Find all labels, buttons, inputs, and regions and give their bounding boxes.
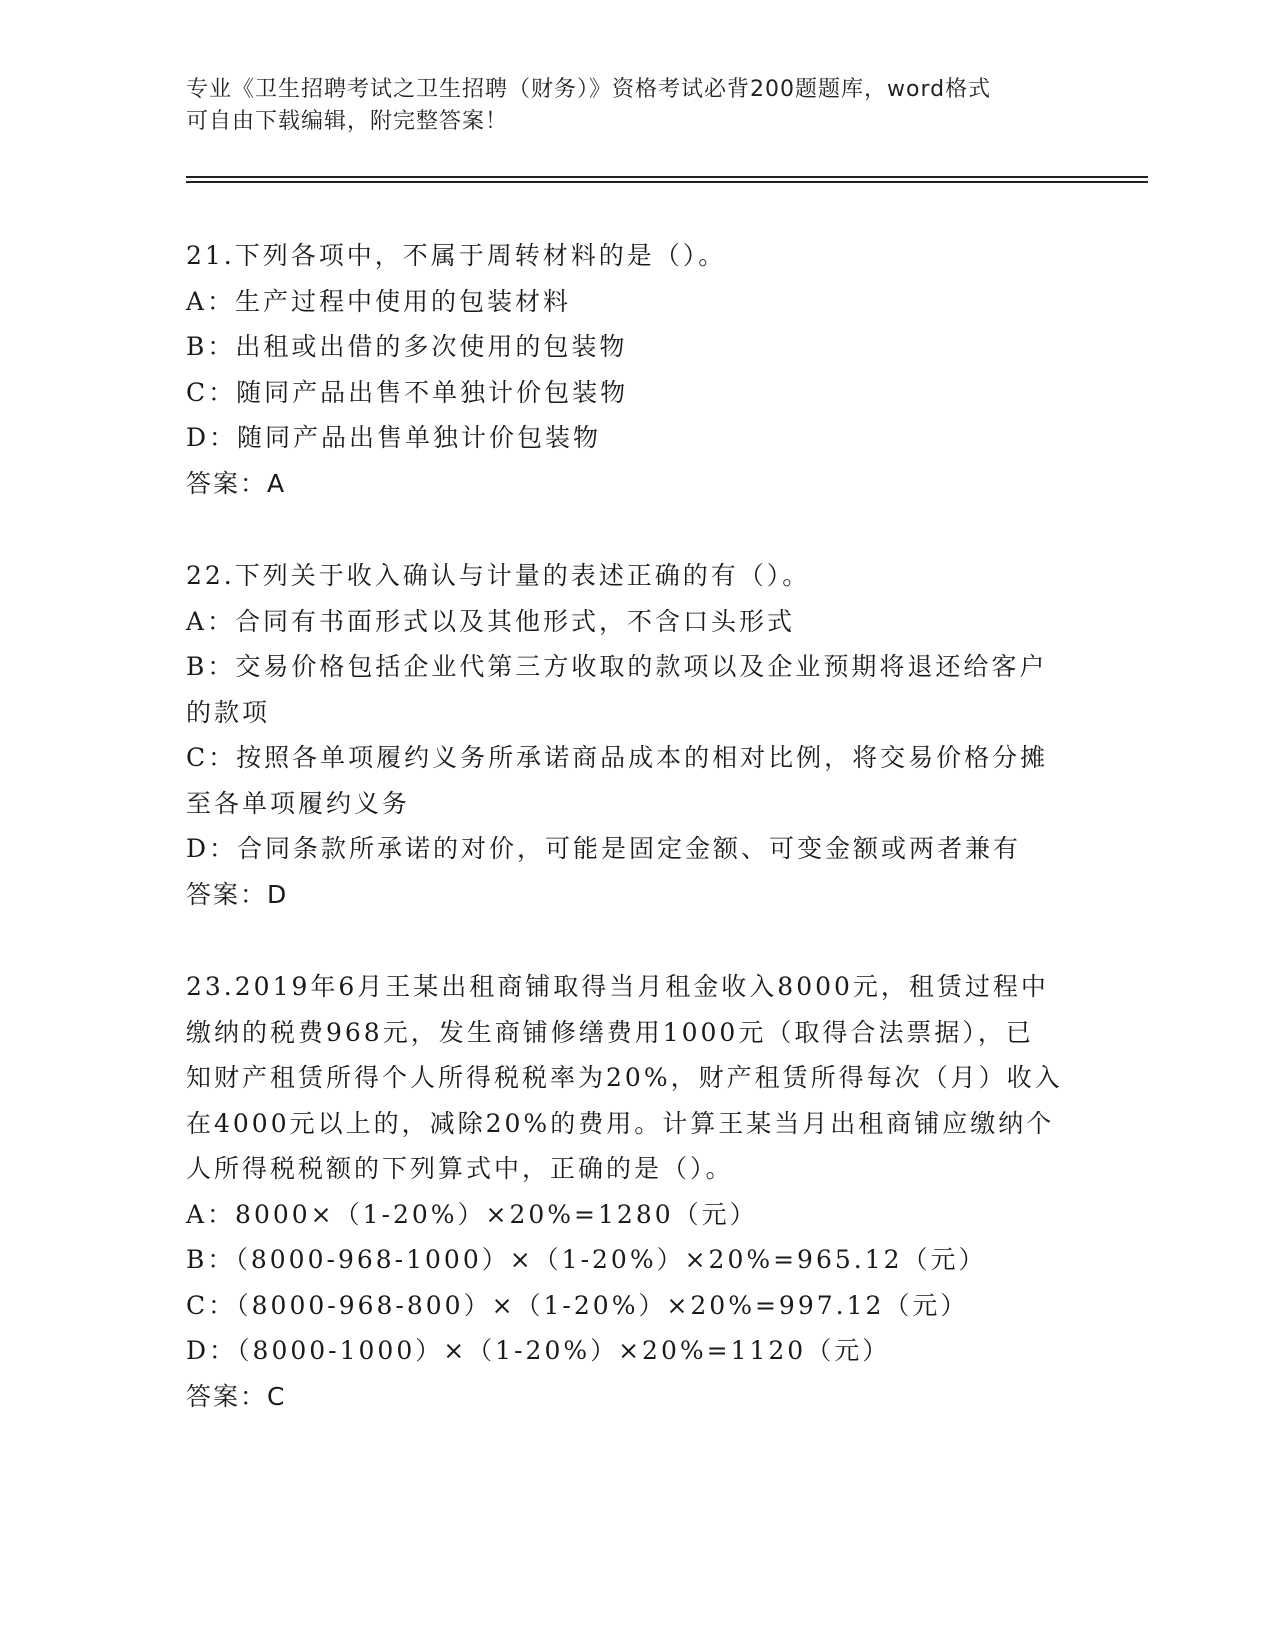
question-block bbox=[186, 233, 1086, 506]
question-stem-line: 23.2019年6月王某出租商铺取得当月租金收入8000元，租赁过程中 bbox=[186, 972, 1049, 1001]
option-line: 的款项 bbox=[186, 697, 271, 727]
option-line: A：8000×（1-20%）×20%=1280（元） bbox=[186, 1199, 758, 1229]
answer-line: 答案：A bbox=[186, 468, 287, 498]
option-line: D：随同产品出售单独计价包装物 bbox=[186, 423, 602, 452]
option-line: A：生产过程中使用的包装材料 bbox=[186, 286, 572, 316]
option-line: C：随同产品出售不单独计价包装物 bbox=[186, 377, 629, 407]
option-line: B：（8000-968-1000）×（1-20%）×20%=965.12（元） bbox=[186, 1245, 987, 1274]
question-block bbox=[186, 964, 1086, 1419]
document-header bbox=[186, 74, 1066, 138]
header-title-line-2: 可自由下载编辑，附完整答案！ bbox=[186, 109, 509, 134]
question-stem-line: 缴纳的税费968元，发生商铺修缮费用1000元（取得合法票据），已 bbox=[186, 1017, 1034, 1047]
option-line: 至各单项履约义务 bbox=[186, 788, 411, 818]
option-line: A：合同有书面形式以及其他形式，不含口头形式 bbox=[186, 606, 796, 636]
option-line: B：交易价格包括企业代第三方收取的款项以及企业预期将退还给客户 bbox=[186, 652, 1048, 681]
question-stem-line: 21.下列各项中，不属于周转材料的是（）。 bbox=[186, 241, 727, 270]
question-block bbox=[186, 553, 1086, 917]
answer-line: 答案：C bbox=[186, 1381, 287, 1411]
question-stem-line: 22.下列关于收入确认与计量的表述正确的有（）。 bbox=[186, 561, 811, 590]
option-line: C：按照各单项履约义务所承诺商品成本的相对比例，将交易价格分摊 bbox=[186, 743, 1049, 772]
answer-line: 答案：D bbox=[186, 879, 289, 909]
header-divider-top bbox=[186, 176, 1148, 178]
option-line: B：出租或出借的多次使用的包装物 bbox=[186, 332, 628, 361]
option-line: D：合同条款所承诺的对价，可能是固定金额、可变金额或两者兼有 bbox=[186, 834, 1022, 863]
question-list bbox=[186, 233, 1086, 1466]
header-title-line-1: 专业《卫生招聘考试之卫生招聘（财务）》资格考试必背200题题库，word格式 bbox=[186, 77, 992, 102]
question-stem-line: 人所得税税额的下列算式中，正确的是（）。 bbox=[186, 1154, 734, 1183]
option-line: D：（8000-1000）×（1-20%）×20%=1120（元） bbox=[186, 1336, 891, 1365]
option-line: C：（8000-968-800）×（1-20%）×20%=997.12（元） bbox=[186, 1290, 969, 1320]
question-stem-line: 知财产租赁所得个人所得税税率为20%，财产租赁所得每次（月）收入 bbox=[186, 1063, 1063, 1092]
header-divider-bottom bbox=[186, 181, 1148, 183]
question-stem-line: 在4000元以上的，减除20%的费用。计算王某当月出租商铺应缴纳个 bbox=[186, 1108, 1055, 1138]
